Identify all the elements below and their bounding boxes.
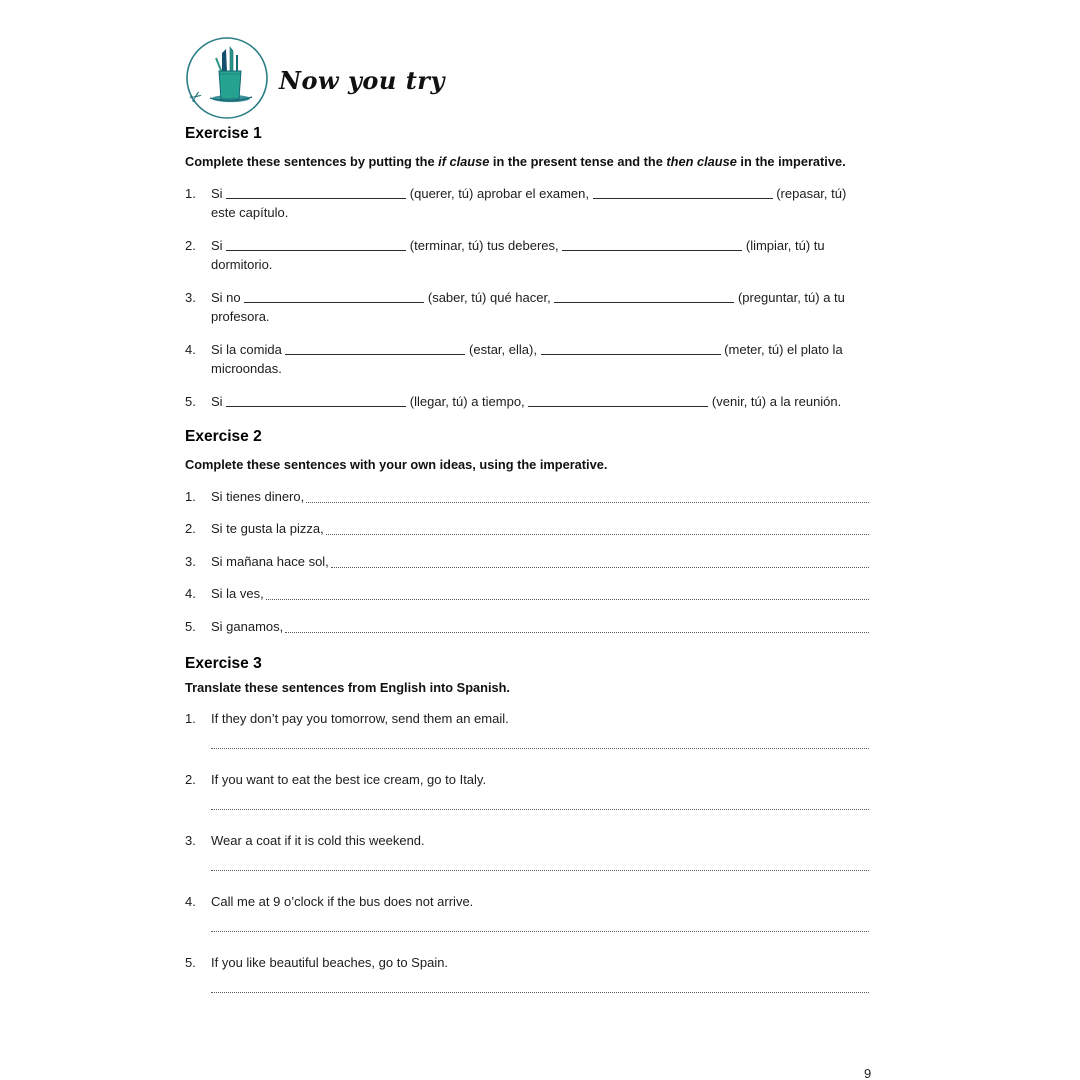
exercise-3-instruction: Translate these sentences from English into Spanish. xyxy=(185,679,510,695)
answer-blank xyxy=(226,238,406,251)
item-text xyxy=(211,488,869,506)
sentence-fragment: (querer, tú) aprobar el examen, xyxy=(406,186,593,201)
item-text xyxy=(211,618,869,636)
exercise-2-instruction: Complete these sentences with your own ideas, using the imperative. xyxy=(185,457,608,472)
answer-dotted-line xyxy=(306,488,869,503)
answer-blank xyxy=(562,238,742,251)
sentence-fragment: (saber, tú) qué hacer, xyxy=(424,290,555,305)
exercise2-item xyxy=(185,488,897,506)
sentence-continuation: microondas. xyxy=(211,361,282,376)
answer-blank xyxy=(244,290,424,303)
sentence-fragment: (llegar, tú) a tiempo, xyxy=(406,394,529,409)
sentence-fragment: Si tienes dinero, xyxy=(211,488,305,504)
answer-blank xyxy=(285,342,465,355)
item-number: 3. xyxy=(185,553,196,569)
answer-dotted-line xyxy=(211,931,869,932)
item-text xyxy=(211,184,897,222)
sentence-fragment: (terminar, tú) tus deberes, xyxy=(406,238,563,253)
exercise1-item xyxy=(185,184,897,222)
item-number: 1. xyxy=(185,710,196,726)
answer-blank xyxy=(541,342,721,355)
item-text xyxy=(211,288,897,326)
answer-blank xyxy=(554,290,734,303)
exercise-2-items xyxy=(185,488,897,636)
exercise1-item xyxy=(185,288,897,326)
exercise1-item xyxy=(185,340,897,378)
sentence-fragment: Si xyxy=(211,238,227,253)
item-number: 2. xyxy=(185,521,196,536)
answer-blank xyxy=(226,186,406,199)
sentence-fragment: Si ganamos, xyxy=(211,618,284,634)
item-number: 1. xyxy=(185,488,196,504)
item-number: 3. xyxy=(185,832,196,848)
exercise-1-instruction: Complete these sentences by putting the if clause in the present tense and the then clause in the imperative. xyxy=(185,154,846,169)
page-title: Now you try xyxy=(279,65,445,95)
sentence-fragment: Si no xyxy=(211,290,245,305)
item-number: 3. xyxy=(185,290,196,305)
svg-text:✂: ✂ xyxy=(186,86,207,108)
answer-dotted-line xyxy=(211,870,869,871)
sentence-fragment: (preguntar, tú) a tu xyxy=(734,290,845,305)
item-number: 4. xyxy=(185,586,196,601)
header xyxy=(185,36,897,120)
item-number: 4. xyxy=(185,342,196,357)
exercise1-item xyxy=(185,392,897,411)
answer-dotted-line xyxy=(211,992,869,993)
exercise-3-section xyxy=(185,655,897,993)
exercise3-item xyxy=(185,954,897,972)
item-number: 5. xyxy=(185,618,196,634)
item-text xyxy=(211,520,869,538)
sentence-fragment: Si la comida xyxy=(211,342,286,357)
item-text xyxy=(211,340,897,378)
page-number: 9 xyxy=(864,1066,872,1080)
item-text xyxy=(211,585,869,603)
answer-dotted-line xyxy=(331,553,869,568)
item-text: Wear a coat if it is cold this weekend. xyxy=(211,832,425,848)
item-number: 4. xyxy=(185,893,196,909)
item-number: 5. xyxy=(185,394,196,409)
exercise2-item xyxy=(185,520,897,538)
sentence-fragment: (venir, tú) a la reunión. xyxy=(708,394,842,409)
sentence-fragment: Si xyxy=(211,186,227,201)
exercise1-item xyxy=(185,236,897,274)
item-text xyxy=(211,236,897,274)
answer-dotted-line xyxy=(285,618,869,633)
exercise3-item xyxy=(185,832,897,850)
answer-blank xyxy=(528,394,708,407)
sentence-fragment: Si xyxy=(211,394,227,409)
sentence-fragment: (repasar, tú) xyxy=(772,186,847,201)
answer-blank xyxy=(226,394,406,407)
answer-dotted-line xyxy=(211,748,869,749)
sentence-fragment: (meter, tú) el plato la xyxy=(720,342,843,357)
exercise-3-items xyxy=(185,710,897,993)
page-content xyxy=(185,36,897,993)
exercise-1-heading: Exercise 1 xyxy=(185,125,262,142)
item-text: If they don’t pay you tomorrow, send them an email. xyxy=(211,710,509,726)
sentence-fragment: Si te gusta la pizza, xyxy=(211,521,324,536)
answer-dotted-line xyxy=(211,809,869,810)
item-number: 2. xyxy=(185,771,196,787)
exercise2-item xyxy=(185,553,897,571)
item-number: 5. xyxy=(185,954,196,970)
item-text: If you like beautiful beaches, go to Spain. xyxy=(211,954,449,970)
exercise-1-items xyxy=(185,184,897,411)
sentence-continuation: dormitorio. xyxy=(211,257,273,272)
exercise3-item xyxy=(185,710,897,728)
item-number: 1. xyxy=(185,186,196,201)
answer-dotted-line xyxy=(266,585,869,600)
item-text: Call me at 9 o’clock if the bus does not arrive. xyxy=(211,893,474,909)
exercise-2-heading: Exercise 2 xyxy=(185,428,262,445)
pencil-cup-icon xyxy=(185,36,269,120)
item-number: 2. xyxy=(185,238,196,253)
answer-blank xyxy=(593,186,773,199)
exercise3-item xyxy=(185,771,897,789)
item-text xyxy=(211,553,869,571)
exercise2-item xyxy=(185,618,897,636)
exercise3-item xyxy=(185,893,897,911)
exercise-3-heading: Exercise 3 xyxy=(185,654,262,672)
exercise-1-section xyxy=(185,125,897,411)
exercise-2-section xyxy=(185,428,897,636)
sentence-continuation: este capítulo. xyxy=(211,205,289,220)
answer-dotted-line xyxy=(326,520,869,535)
exercise2-item xyxy=(185,585,897,603)
sentence-fragment: (limpiar, tú) tu xyxy=(742,238,825,253)
item-text: If you want to eat the best ice cream, go to Italy. xyxy=(211,771,487,787)
item-text xyxy=(211,392,897,411)
sentence-fragment: Si mañana hace sol, xyxy=(211,553,329,569)
sentence-continuation: profesora. xyxy=(211,309,270,324)
sentence-fragment: (estar, ella), xyxy=(465,342,541,357)
sentence-fragment: Si la ves, xyxy=(211,586,264,601)
